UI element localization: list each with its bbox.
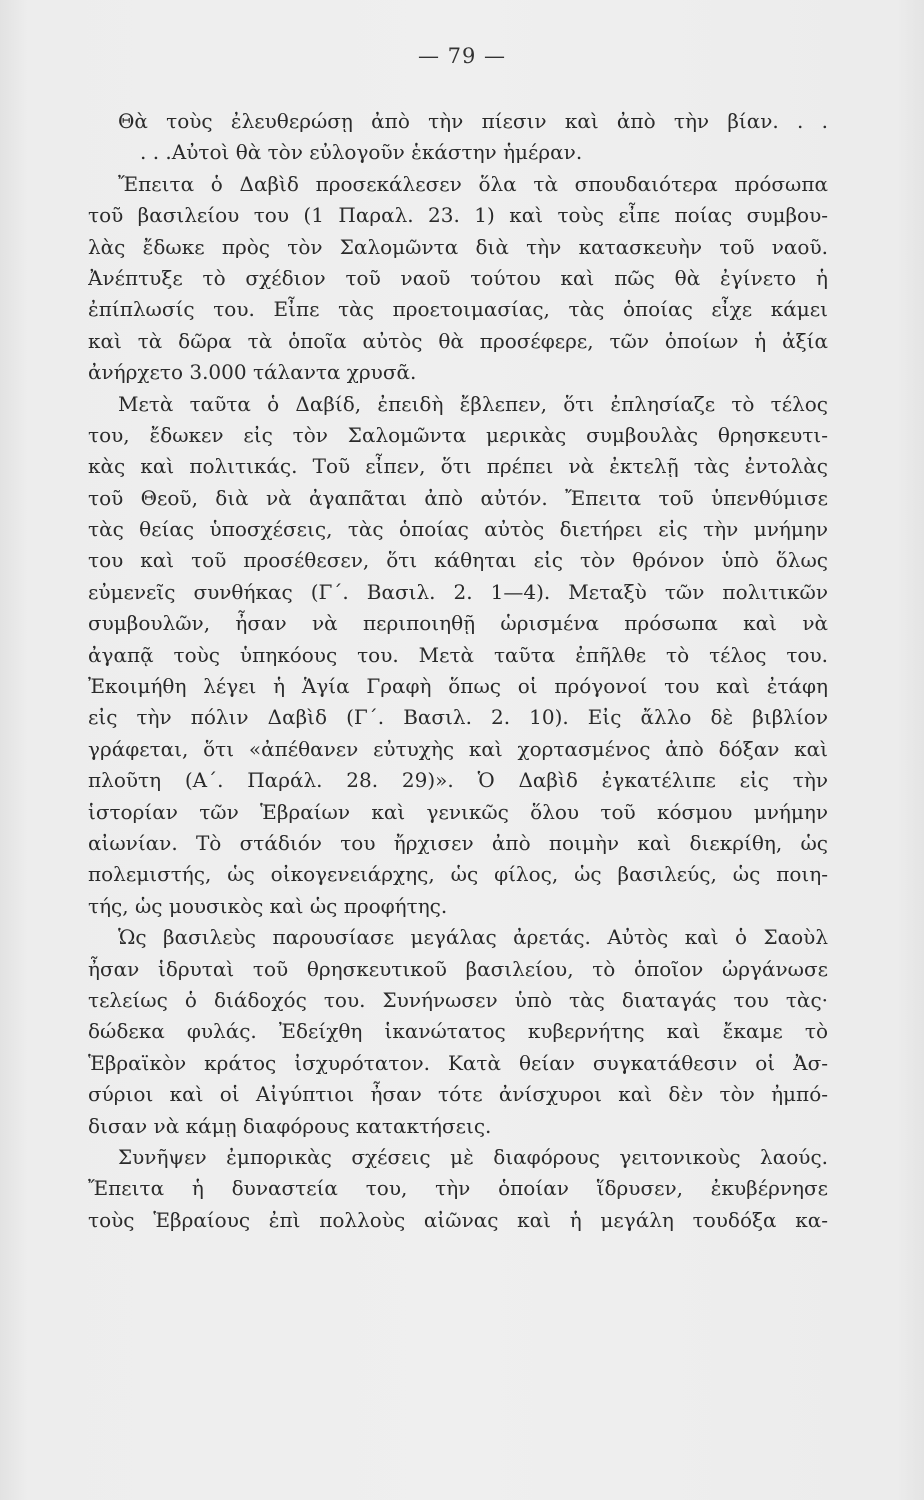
text-line: κὰς καὶ πολιτικάς. Τοῦ εἶπεν, ὅτι πρέπει νὰ ἐκτελῇ τὰς ἐντολὰς xyxy=(88,454,828,479)
text-line: ἀνήρχετο 3.000 τάλαντα χρυσᾶ. xyxy=(88,360,417,385)
text-line: τοῦ βασιλείου του (1 Παραλ. 23. 1) καὶ τοὺς εἶπε ποίας συμβου- xyxy=(88,203,828,228)
text-line: Ἀνέπτυξε τὸ σχέδιον τοῦ ναοῦ τούτου καὶ πῶς θὰ ἐγίνετο ἡ xyxy=(88,265,828,290)
text-line: ἱστορίαν τῶν Ἑβραίων καὶ γενικῶς ὅλου τοῦ κόσμου μνήμην xyxy=(88,799,828,824)
text-line: τοῦ Θεοῦ, διὰ νὰ ἀγαπᾶται ἀπὸ αὐτόν. Ἔπειτα τοῦ ὑπενθύμισε xyxy=(88,485,828,510)
text-line: πολεμιστής, ὡς οἰκογενειάρχης, ὡς φίλος, ὡς βασιλεύς, ὡς ποιη- xyxy=(88,862,828,887)
text-line: λὰς ἔδωκε πρὸς τὸν Σαλομῶντα διὰ τὴν κατασκευὴν τοῦ ναοῦ. xyxy=(88,234,828,259)
text-line: Ἐκοιμήθη λέγει ἡ Ἁγία Γραφὴ ὅπως οἱ πρόγονοί του καὶ ἐτάφη xyxy=(88,674,828,699)
text-line: τοὺς Ἑβραίους ἐπὶ πολλοὺς αἰῶνας καὶ ἡ μεγάλη τουδόξα κα- xyxy=(88,1207,828,1232)
text-line: Ὡς βασιλεὺς παρουσίασε μεγάλας ἀρετάς. Αὐτὸς καὶ ὁ Σαοὺλ xyxy=(118,925,828,950)
text-line: τελείως ὁ διάδοχός του. Συνήνωσεν ὑπὸ τὰς διαταγάς του τὰς· xyxy=(88,987,828,1012)
text-line: σύριοι καὶ οἱ Αἰγύπτιοι ἦσαν τότε ἀνίσχυροι καὶ δὲν τὸν ἠμπό- xyxy=(88,1082,828,1107)
text-line: δισαν νὰ κάμῃ διαφόρους κατακτήσεις. xyxy=(88,1113,492,1138)
text-line: πλοῦτη (Α΄. Παράλ. 28. 29)». Ὁ Δαβὶδ ἐγκατέλιπε εἰς τὴν xyxy=(88,768,828,793)
page-number: — 79 — xyxy=(417,44,507,68)
text-line: αἰωνίαν. Τὸ στάδιόν του ἤρχισεν ἀπὸ ποιμὴν καὶ διεκρίθη, ὡς xyxy=(88,830,828,855)
text-line: τὰς θείας ὑποσχέσεις, τὰς ὁποίας αὐτὸς διετήρει εἰς τὴν μνήμην xyxy=(88,517,828,542)
text-line: εὐμενεῖς συνθήκας (Γ΄. Βασιλ. 2. 1—4). Μεταξὺ τῶν πολιτικῶν xyxy=(88,579,828,604)
text-line: ἐπίπλωσίς του. Εἶπε τὰς προετοιμασίας, τὰς ὁποίας εἶχε κάμει xyxy=(88,297,828,322)
text-line: Μετὰ ταῦτα ὁ Δαβίδ, ἐπειδὴ ἔβλεπεν, ὅτι ἐπλησίαζε τὸ τέλος xyxy=(118,391,828,416)
text-line: . . .Αὐτοὶ θὰ τὸν εὐλογοῦν ἑκάστην ἡμέραν. xyxy=(140,140,583,165)
text-line: γράφεται, ὅτι «ἀπέθανεν εὐτυχὴς καὶ χορτασμένος ἀπὸ δόξαν καὶ xyxy=(88,736,828,761)
text-line: του καὶ τοῦ προσέθεσεν, ὅτι κάθηται εἰς τὸν θρόνον ὑπὸ ὅλως xyxy=(88,548,828,573)
text-line: δώδεκα φυλάς. Ἐδείχθη ἱκανώτατος κυβερνήτης καὶ ἔκαμε τὸ xyxy=(88,1019,828,1044)
text-line: τής, ὡς μουσικὸς καὶ ὡς προφήτης. xyxy=(88,893,448,918)
body-text xyxy=(88,106,828,1236)
text-line: Συνῆψεν ἐμπορικὰς σχέσεις μὲ διαφόρους γειτονικοὺς λαούς. xyxy=(118,1144,828,1169)
text-line: του, ἔδωκεν εἰς τὸν Σαλομῶντα μερικὰς συμβουλὰς θρησκευτι- xyxy=(88,422,828,447)
text-line: Θὰ τοὺς ἐλευθερώσῃ ἀπὸ τὴν πίεσιν καὶ ἀπὸ τὴν βίαν. . . xyxy=(118,109,828,133)
text-line: καὶ τὰ δῶρα τὰ ὁποῖα αὐτὸς θὰ προσέφερε, τῶν ὁποίων ἡ ἀξία xyxy=(88,328,828,353)
text-line: εἰς τὴν πόλιν Δαβὶδ (Γ΄. Βασιλ. 2. 10). Εἰς ἄλλο δὲ βιβλίον xyxy=(88,705,828,730)
text-line: Ἔπειτα ὁ Δαβὶδ προσεκάλεσεν ὅλα τὰ σπουδαιότερα πρόσωπα xyxy=(118,171,828,196)
text-line: ἦσαν ἱδρυταὶ τοῦ θρησκευτικοῦ βασιλείου, τὸ ὁποῖον ὠργάνωσε xyxy=(88,956,828,981)
text-line: ἀγαπᾷ τοὺς ὑπηκόους του. Μετὰ ταῦτα ἐπῆλθε τὸ τέλος του. xyxy=(88,642,828,667)
text-line: Ἑβραϊκὸν κράτος ἰσχυρότατον. Κατὰ θείαν συγκατάθεσιν οἱ Ἀσ- xyxy=(88,1050,828,1075)
text-line: συμβουλῶν, ἦσαν νὰ περιποιηθῇ ὡρισμένα πρόσωπα καὶ νὰ xyxy=(88,611,828,636)
text-line: Ἔπειτα ἡ δυναστεία του, τὴν ὁποίαν ἵδρυσεν, ἐκυβέρνησε xyxy=(88,1176,828,1201)
